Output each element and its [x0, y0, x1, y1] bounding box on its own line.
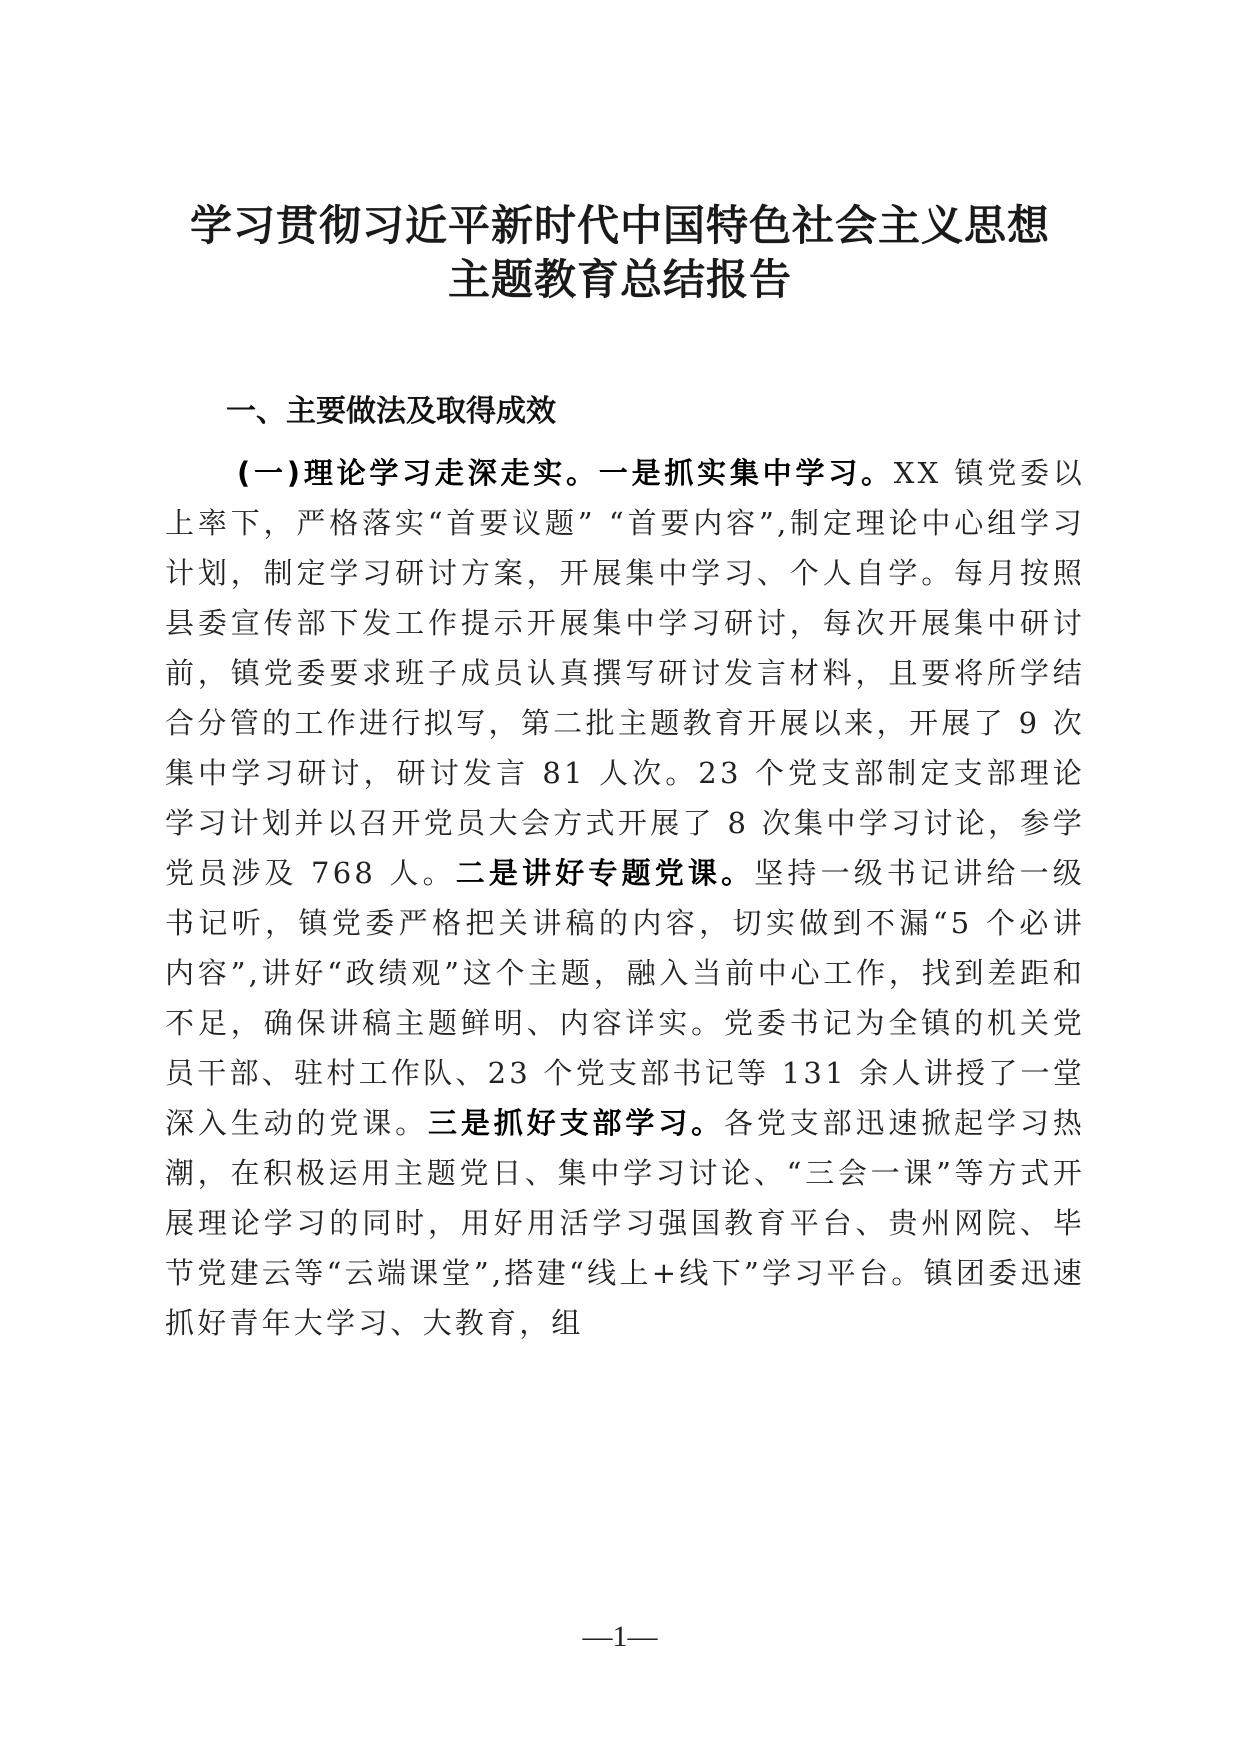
point-1-label: 一是抓实集中学习。 — [598, 456, 894, 490]
point-2-label: 二是讲好专题党课。 — [455, 856, 755, 890]
sub-heading: (一)理论学习走深走实。 — [237, 456, 599, 490]
point-2-text: 坚持一级书记讲给一级书记听，镇党委严格把关讲稿的内容，切实做到不漏“5 个必讲内容”,讲好“政绩观”这个主题，融入当前中心工作，找到差距和不足，确保讲稿主题鲜明、内容详实。党委书记为全镇的机关党员干部、驻村工作队、23 个党支部书记等 131 余人讲授了一堂深入生动的党课。 — [165, 856, 1085, 1140]
section-heading: 一、主要做法及取得成效 — [226, 394, 556, 429]
document-title-line-2: 主题教育总结报告 — [447, 255, 792, 304]
point-3-text: 各党支部迅速掀起学习热潮，在积极运用主题党日、集中学习讨论、“三会一课”等方式开展理论学习的同时，用好用活学习强国教育平台、贵州网院、毕节党建云等“云端课堂”,搭建“线上+线下”学习平台。镇团委迅速抓好青年大学习、大教育，组 — [165, 1106, 1085, 1340]
document-title-line-1: 学习贯彻习近平新时代中国特色社会主义思想 — [189, 201, 1050, 250]
body-paragraph — [165, 448, 1085, 1348]
point-1-text: XX 镇党委以上率下，严格落实“首要议题” “首要内容”,制定理论中心组学习计划，制定学习研讨方案，开展集中学习、个人自学。每月按照县委宣传部下发工作提示开展集中学习研讨，每次开展集中研讨前，镇党委要求班子成员认真撰写研讨发言材料，且要将所学结合分管的工作进行拟写，第二批主题教育开展以来，开展了 9 次集中学习研讨，研讨发言 81 人次。23 个党支部制定支部理论学习计划并以召开党员大会方式开展了 8 次集中学习讨论，参学党员涉及 768 人。 — [165, 456, 1085, 890]
page-number: —1— — [582, 1620, 658, 1653]
point-3-label: 三是抓好支部学习。 — [428, 1106, 724, 1140]
